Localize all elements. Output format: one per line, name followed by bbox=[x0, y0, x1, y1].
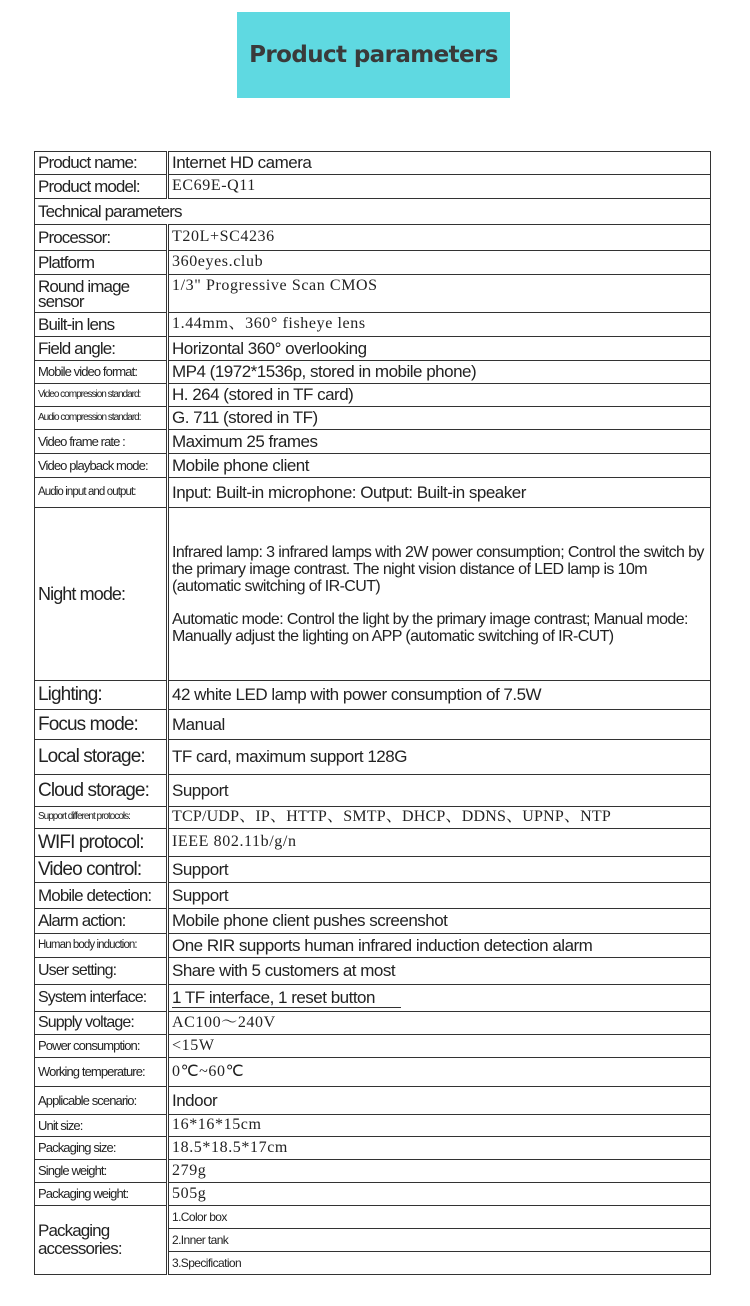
table-row bbox=[35, 430, 711, 454]
table-row bbox=[35, 681, 711, 710]
row-value: One RIR supports human infrared induction detection alarm bbox=[168, 934, 711, 958]
list-item: 2.Inner tank bbox=[169, 1229, 710, 1252]
row-label: Local storage: bbox=[35, 740, 168, 775]
night-mode-value bbox=[168, 508, 711, 681]
row-value: 16*16*15cm bbox=[168, 1115, 711, 1137]
row-label: Power consumption: bbox=[35, 1035, 168, 1058]
row-label: WIFI protocol: bbox=[35, 829, 168, 857]
row-value: TF card, maximum support 128G bbox=[168, 740, 711, 775]
row-value: Manual bbox=[168, 710, 711, 740]
table-row bbox=[35, 152, 711, 175]
list-item: 1.Color box bbox=[169, 1206, 710, 1229]
table-row bbox=[35, 384, 711, 407]
row-value: Internet HD camera bbox=[168, 152, 711, 175]
row-label: Focus mode: bbox=[35, 710, 168, 740]
row-value: T20L+SC4236 bbox=[168, 225, 711, 251]
row-label: Processor: bbox=[35, 225, 168, 251]
row-label: Support different protocols: bbox=[35, 807, 168, 829]
row-label: Human body induction: bbox=[35, 934, 168, 958]
row-value: 1/3" Progressive Scan CMOS bbox=[168, 275, 711, 313]
row-value: Share with 5 customers at most bbox=[168, 958, 711, 985]
row-value: <15W bbox=[168, 1035, 711, 1058]
table-row bbox=[35, 857, 711, 883]
row-label: System interface: bbox=[35, 985, 168, 1012]
row-label: Video frame rate : bbox=[35, 430, 168, 454]
table-row bbox=[35, 1160, 711, 1183]
table-row bbox=[35, 313, 711, 337]
row-label: Field angle: bbox=[35, 337, 168, 361]
row-label: Built-in lens bbox=[35, 313, 168, 337]
row-value: 1 TF interface, 1 reset button bbox=[168, 985, 711, 1012]
row-label: Video control: bbox=[35, 857, 168, 883]
row-label: Packaging size: bbox=[35, 1137, 168, 1160]
row-value: 0℃~60℃ bbox=[168, 1058, 711, 1087]
row-value: Indoor bbox=[168, 1087, 711, 1115]
row-label: Working temperature: bbox=[35, 1058, 168, 1087]
table-row bbox=[35, 958, 711, 985]
row-label: Supply voltage: bbox=[35, 1012, 168, 1035]
table-row bbox=[35, 251, 711, 275]
row-value: Maximum 25 frames bbox=[168, 430, 711, 454]
night-mode-line: Automatic mode: Control the light by the primary image contrast; Manual mode: Manually adjust the lighting on APP (automatic switching of IR-CUT) bbox=[172, 610, 688, 645]
table-row bbox=[35, 1012, 711, 1035]
row-value: TCP/UDP、IP、HTTP、SMTP、DHCP、DDNS、UPNP、NTP bbox=[168, 807, 711, 829]
row-value: Support bbox=[168, 775, 711, 807]
row-value: 1.44mm、360° fisheye lens bbox=[168, 313, 711, 337]
table-row bbox=[35, 829, 711, 857]
table-row bbox=[35, 807, 711, 829]
table-row bbox=[35, 275, 711, 313]
table-row bbox=[35, 909, 711, 934]
row-value: AC100～240V bbox=[168, 1012, 711, 1035]
row-label: User setting: bbox=[35, 958, 168, 985]
row-value: G. 711 (stored in TF) bbox=[168, 407, 711, 430]
row-value: 42 white LED lamp with power consumption of 7.5W bbox=[168, 681, 711, 710]
row-value: IEEE 802.11b/g/n bbox=[168, 829, 711, 857]
table-row bbox=[35, 337, 711, 361]
row-value: 505g bbox=[168, 1183, 711, 1206]
row-value: Support bbox=[168, 857, 711, 883]
row-label: Product name: bbox=[35, 152, 168, 175]
table-row bbox=[35, 934, 711, 958]
page-title: Product parameters bbox=[249, 42, 498, 68]
row-value: EC69E-Q11 bbox=[168, 175, 711, 199]
row-label: Applicable scenario: bbox=[35, 1087, 168, 1115]
title-banner bbox=[237, 12, 510, 98]
table-row bbox=[35, 508, 711, 681]
list-item: 3.Specification bbox=[172, 1255, 242, 1270]
row-value: Input: Built-in microphone: Output: Built-in speaker bbox=[168, 478, 711, 508]
row-label: Single weight: bbox=[35, 1160, 168, 1183]
row-label: Packaging weight: bbox=[35, 1183, 168, 1206]
row-label: Cloud storage: bbox=[35, 775, 168, 807]
table-row bbox=[35, 454, 711, 478]
row-label: Audio input and output: bbox=[35, 478, 168, 508]
row-value: 360eyes.club bbox=[168, 251, 711, 275]
row-value: 18.5*18.5*17cm bbox=[168, 1137, 711, 1160]
row-value: H. 264 (stored in TF card) bbox=[168, 384, 711, 407]
section-heading: Technical parameters bbox=[35, 199, 711, 225]
row-value: Mobile phone client bbox=[168, 454, 711, 478]
row-label: Night mode: bbox=[35, 508, 168, 681]
table-row bbox=[35, 225, 711, 251]
section-row bbox=[35, 199, 711, 225]
table-row bbox=[35, 1183, 711, 1206]
table-row bbox=[35, 710, 711, 740]
row-value: Mobile phone client pushes screenshot bbox=[168, 909, 711, 934]
row-label: Audio compression standard: bbox=[35, 407, 168, 430]
table-row bbox=[35, 361, 711, 384]
table-row bbox=[35, 1206, 711, 1275]
table-row bbox=[35, 1115, 711, 1137]
table-row bbox=[35, 1035, 711, 1058]
row-value: Horizontal 360° overlooking bbox=[168, 337, 711, 361]
accessories-list bbox=[168, 1206, 711, 1275]
row-label: Video compression standard: bbox=[35, 384, 168, 407]
table-row bbox=[35, 1087, 711, 1115]
row-label: Product model: bbox=[35, 175, 168, 199]
table-row bbox=[35, 775, 711, 807]
table-row bbox=[35, 1058, 711, 1087]
table-row bbox=[35, 740, 711, 775]
row-value: MP4 (1972*1536p, stored in mobile phone) bbox=[168, 361, 711, 384]
table-row bbox=[35, 985, 711, 1012]
row-label: Video playback mode: bbox=[35, 454, 168, 478]
table-row bbox=[35, 175, 711, 199]
row-label: Unit size: bbox=[35, 1115, 168, 1137]
row-label: Mobile detection: bbox=[35, 883, 168, 909]
row-label: Round image sensor bbox=[35, 275, 168, 313]
table-row bbox=[35, 407, 711, 430]
row-label: Alarm action: bbox=[35, 909, 168, 934]
night-mode-line: Infrared lamp: 3 infrared lamps with 2W power consumption; Control the switch by the primary image contrast. The night vision distance of LED lamp is 10m (automatic switching of IR-CUT) bbox=[172, 543, 704, 595]
row-label: Platform bbox=[35, 251, 168, 275]
table-row bbox=[35, 1137, 711, 1160]
row-label: Lighting: bbox=[35, 681, 168, 710]
table-row bbox=[35, 883, 711, 909]
row-label: Mobile video format: bbox=[35, 361, 168, 384]
table-row bbox=[35, 478, 711, 508]
parameters-table bbox=[34, 151, 711, 1275]
row-value: Support bbox=[168, 883, 711, 909]
row-label: Packaging accessories: bbox=[35, 1206, 168, 1275]
row-value: 279g bbox=[168, 1160, 711, 1183]
